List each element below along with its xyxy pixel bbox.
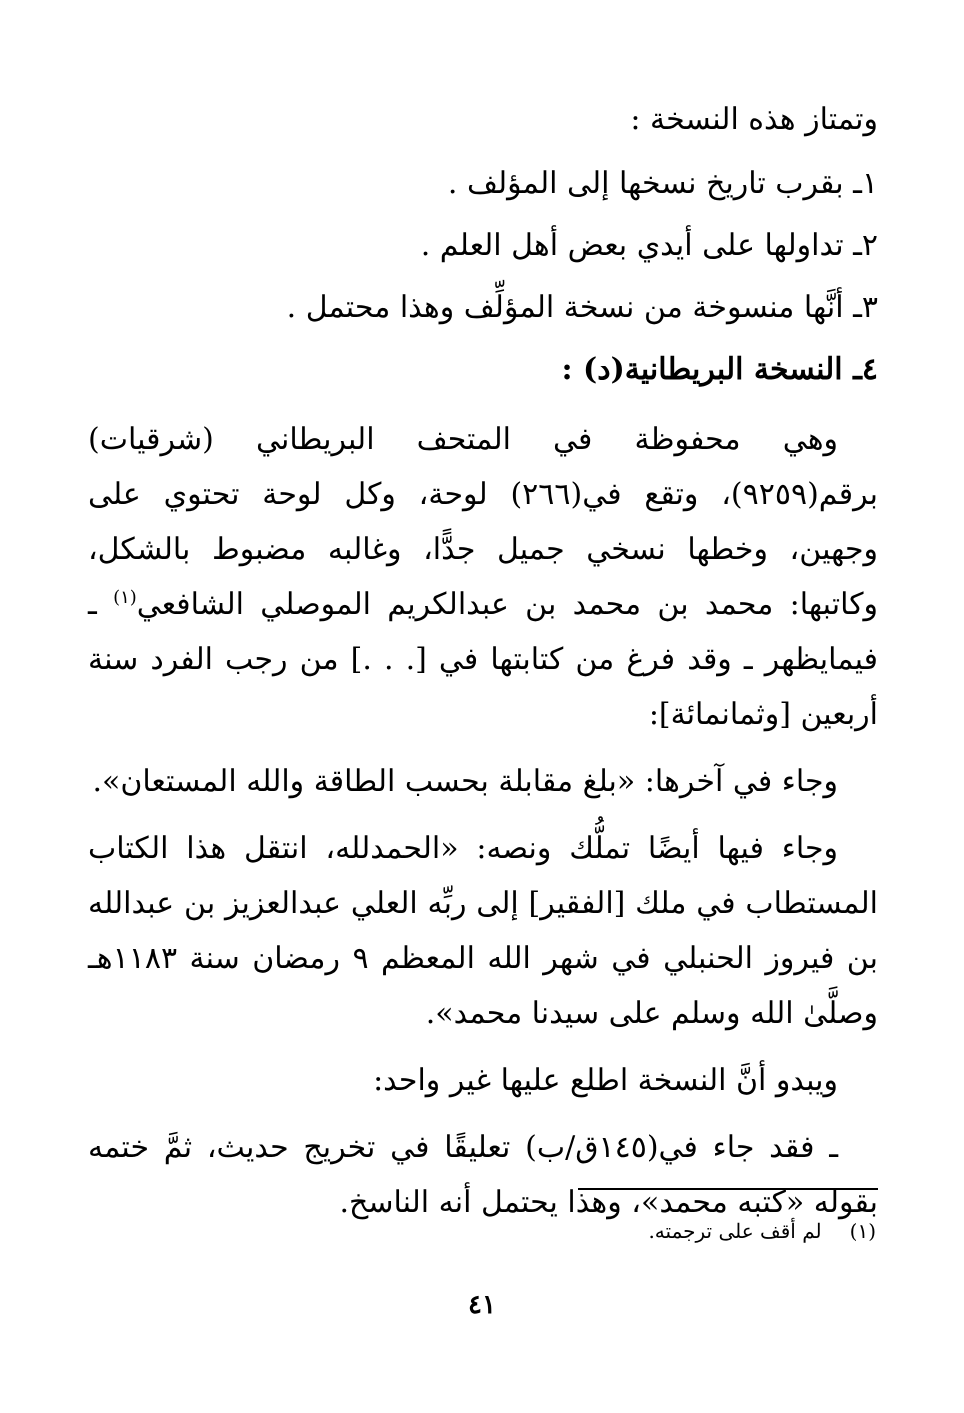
feature-item-1: ١ـ بقرب تاريخ نسخها إلى المؤلف . xyxy=(447,166,878,201)
footnote xyxy=(648,1216,876,1246)
intro-line: وتمتاز هذه النسخة : xyxy=(630,102,878,137)
section-heading: ٤ـ النسخة البريطانية(د) : xyxy=(561,352,878,387)
page-number: ٤١ xyxy=(468,1290,496,1320)
feature-item-3: ٣ـ أنَّها منسوخة من نسخة المؤلِّف وهذا محتمل . xyxy=(286,290,878,325)
footnote-divider xyxy=(578,1188,878,1190)
footnote-number: (١) xyxy=(849,1219,876,1243)
page-body xyxy=(88,100,878,1242)
footnote-text: لم أقف على ترجمته. xyxy=(648,1219,822,1243)
paragraph-ownership: وجاء فيها أيضًا تملُّك ونصه: «الحمدلله، انتقل هذا الكتاب المستطاب في ملك [الفقير] إلى ربِّه العلي عبدالعزيز بن عبدالله بن فيروز الحنبلي في شهر الله المعظم ٩ رمضان سنة ١١٨٣هـ وصلَّىٰ الله وسلم على سيدنا محمد». xyxy=(88,831,878,1031)
feature-item-2: ٢ـ تداولها على أيدي بعض أهل العلم . xyxy=(420,228,878,263)
paragraph-description-end: ـ فيمايظهر ـ وقد فرغ من كتابتها في [. . .] من رجب الفرد سنة أربعين [وثمانمائة]: xyxy=(88,587,878,732)
paragraph-ending-note: وجاء في آخرها: «بلغ مقابلة بحسب الطاقة والله المستعان». xyxy=(92,764,838,799)
footnote-reference: (١) xyxy=(113,587,137,608)
paragraph-description-start: وهي محفوظة في المتحف البريطاني (شرقيات) برقم(٩٢٥٩)، وتقع في(٢٦٦) لوحة، وكل لوحة تحتوي على وجهين، وخطها نسخي جميل جدًّا، وغالبه مضبوط بالشكل، وكاتبها: محمد بن محمد بن عبدالكريم الموصلي الشافعي xyxy=(88,422,878,622)
paragraph-readers: ويبدو أنَّ النسخة اطلع عليها غير واحد: xyxy=(373,1063,838,1098)
paragraph-description xyxy=(88,412,878,742)
paragraph-comment: ـ فقد جاء في(١٤٥ق/ب) تعليقًا في تخريج حديث، ثمَّ ختمه بقوله «كتبه محمد»، وهذا يحتمل أنه الناسخ. xyxy=(88,1130,878,1220)
